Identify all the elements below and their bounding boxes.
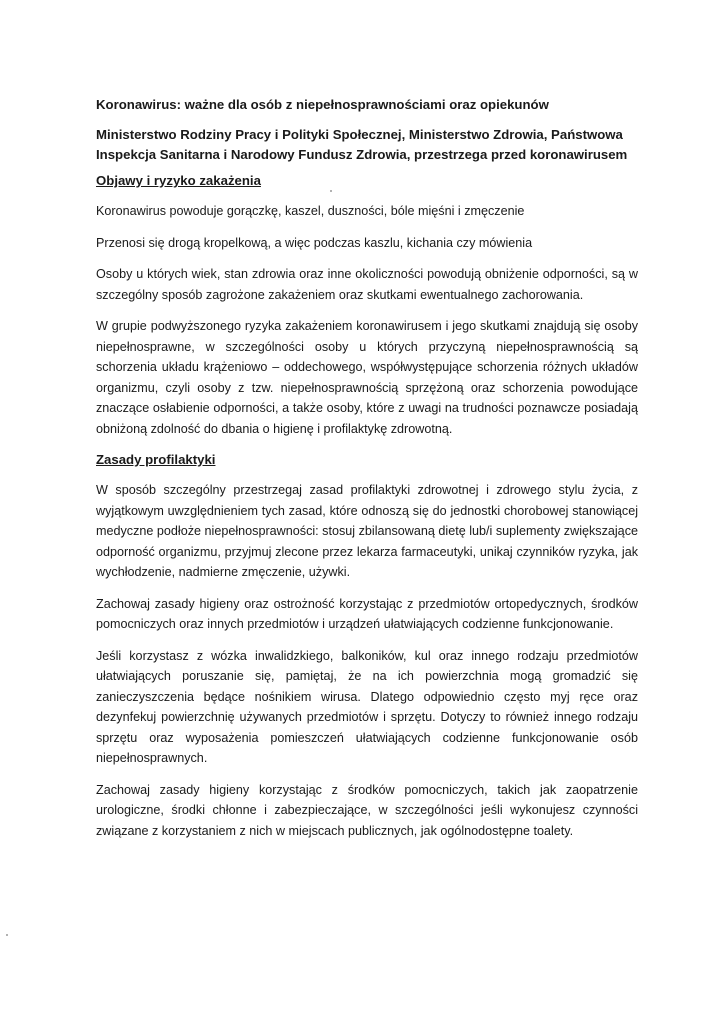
paragraph: W sposób szczególny przestrzegaj zasad profilaktyki zdrowotnej i zdrowego stylu życia, z wyjątkowym uwzględnieniem tych zasad, które odnoszą się do jednostki chorobowej stanowiącej medyczne podłoże niepełnosprawności: stosuj zbilansowaną dietę lub/i suplementy zwiększające odporność organizmu, przyjmuj zlecone przez lekarza farmaceutyki, unikaj czynników ryzyka, jak wychłodzenie, nadmierne zmęczenie, używki. [96, 483, 638, 579]
paragraph: Koronawirus powoduje gorączkę, kaszel, duszności, bóle mięśni i zmęczenie [96, 204, 525, 218]
section-heading-symptoms: Objawy i ryzyko zakażenia [96, 173, 261, 188]
document-subtitle: Ministerstwo Rodziny Pracy i Polityki Społecznej, Ministerstwo Zdrowia, Państwowa Inspekcja Sanitarna i Narodowy Fundusz Zdrowia, przestrzega przed koronawirusem [96, 127, 628, 162]
document-page [96, 95, 638, 852]
paragraph: Jeśli korzystasz z wózka inwalidzkiego, balkoników, kul oraz innego rodzaju przedmiotów ułatwiających poruszanie się, pamiętaj, że na ich powierzchnia mogą gromadzić się zanieczyszczenia będące nośnikiem wirusa. Dlatego odpowiednio często myj ręce oraz dezynfekuj powierzchnię używanych przedmiotów i sprzętu. Dotyczy to również innego rodzaju sprzętu oraz wyposażenia pomieszczeń ułatwiających codzienne funkcjonowanie osób niepełnosprawnych. [96, 648, 638, 765]
paragraph: W grupie podwyższonego ryzyka zakażeniem koronawirusem i jego skutkami znajdują się osoby niepełnosprawne, w szczególności osoby u których przyczyną niepełnosprawnością są schorzenia układu krążeniowo – oddechowego, współwystępujące schorzenia różnych układów organizmu, czyli osoby z tzw. niepełnosprawnością sprzężoną oraz schorzenia powodujące znaczące osłabienie odporności, a także osoby, które z uwagi na trudności poznawcze posiadają obniżoną zdolność do dbania o higienę i profilaktykę zdrowotną. [96, 319, 638, 436]
paragraph: Osoby u których wiek, stan zdrowia oraz inne okoliczności powodują obniżenie odporności, są w szczególny sposób zagrożone zakażeniem oraz skutkami ewentualnego zachorowania. [96, 267, 638, 302]
scan-speck [6, 934, 8, 936]
document-title: Koronawirus: ważne dla osób z niepełnosprawnościami oraz opiekunów [96, 97, 549, 112]
paragraph: Zachowaj zasady higieny oraz ostrożność korzystając z przedmiotów ortopedycznych, środków pomocniczych oraz innych przedmiotów i urządzeń ułatwiających codzienne funkcjonowanie. [96, 596, 638, 631]
paragraph: Przenosi się drogą kropelkową, a więc podczas kaszlu, kichania czy mówienia [96, 235, 533, 250]
paragraph: Zachowaj zasady higieny korzystając z środków pomocniczych, takich jak zaopatrzenie urologiczne, środki chłonne i zabezpieczające, w szczególności jeśli wykonujesz czynności związane z korzystaniem z nich w miejscach publicznych, jak ogólnodostępne toalety. [96, 782, 638, 838]
section-heading-prevention: Zasady profilaktyki [96, 452, 216, 467]
scan-speck [330, 190, 332, 192]
